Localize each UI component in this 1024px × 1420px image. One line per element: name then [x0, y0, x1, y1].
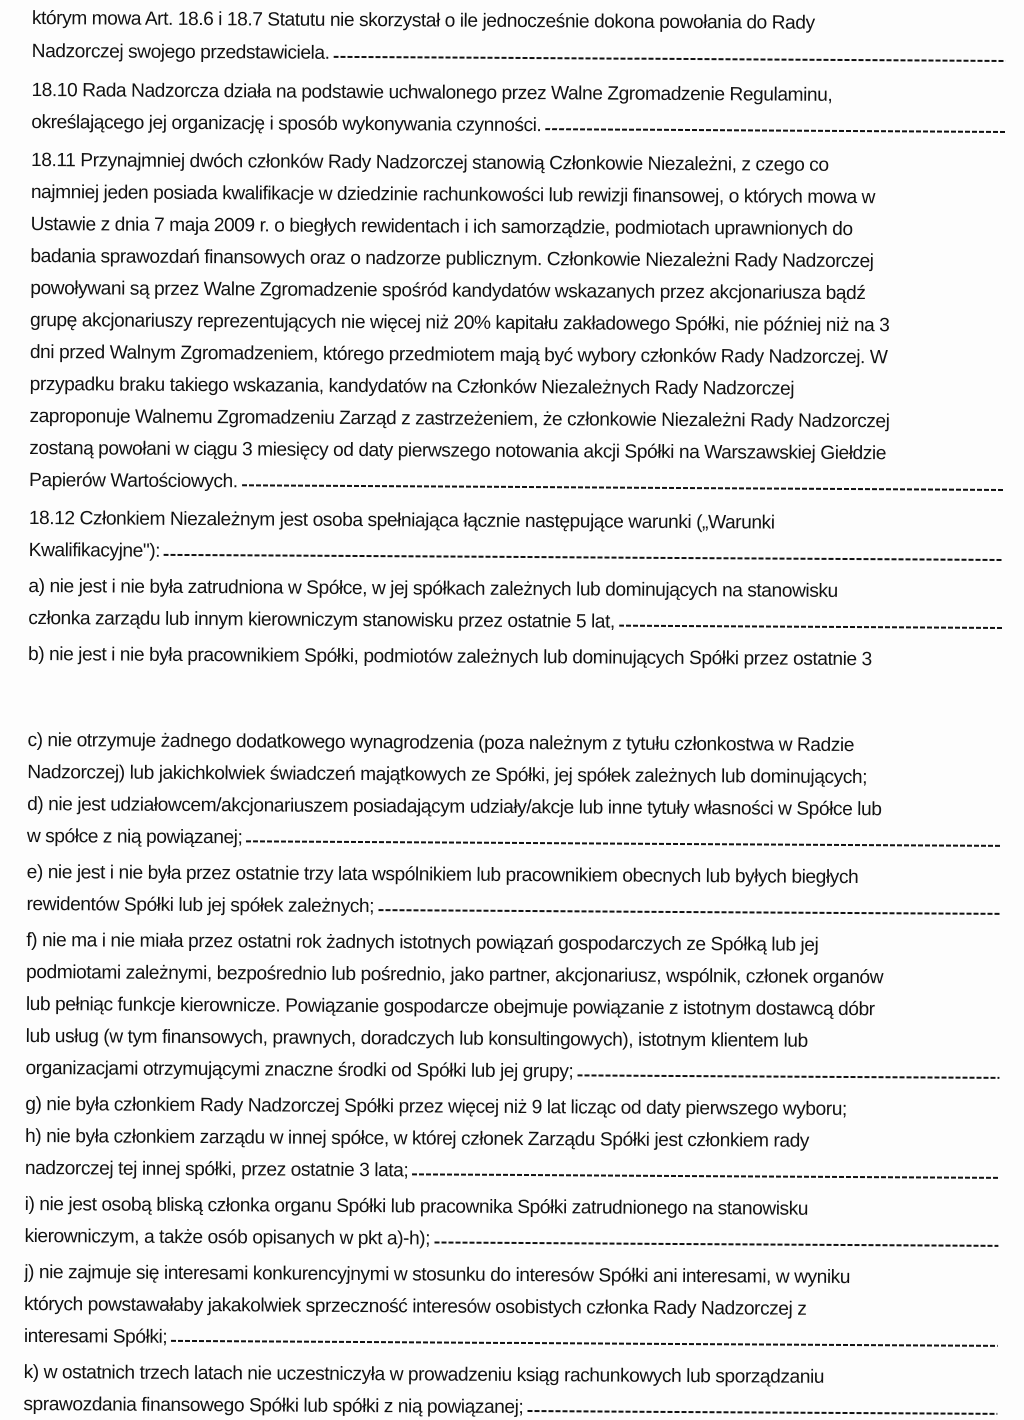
text-line	[29, 402, 1003, 438]
line-text: lub usług (w tym finansowych, prawnych, doradczych lub konsultingowych), istotnym klientem lub	[25, 1026, 808, 1053]
section-18-12-line: 18.12 Członkiem Niezależnym jest osoba spełniająca łącznie następujące warunki („Warunki	[28, 508, 775, 534]
text-line	[30, 242, 1004, 278]
text-line	[24, 1258, 998, 1294]
line-text: grupę akcjonariuszy reprezentujących nie więcej niż 20% kapitału zakładowego Spółki, nie później niż na 3	[30, 310, 890, 337]
line-text: dni przed Walnym Zgromadzeniem, którego przedmiotem mają być wybory członków Rady Nadzorczej. W	[29, 342, 888, 369]
text-line	[23, 1390, 997, 1420]
text-line	[26, 990, 1000, 1026]
text-line	[25, 1090, 999, 1126]
dash-leader	[434, 1241, 998, 1246]
line-text: najmniej jeden posiada kwalifikacje w dziedzinie rachunkowości lub rewizji finansowej, o których mowa w	[30, 182, 876, 209]
line-text: powoływani są przez Walne Zgromadzenie spośród kandydatów wskazanych przez akcjonariusza bądź	[30, 278, 866, 305]
line-text: lub pełniąc funkcje kierownicze. Powiązanie gospodarcze obejmuje powiązanie z istotnym dostawcą dóbr	[25, 994, 875, 1021]
line-text: Nadzorczej swojego przedstawiciela.	[31, 41, 330, 65]
text-line	[32, 37, 1006, 73]
text-line	[29, 466, 1003, 502]
line-text: kierowniczym, a także osób opisanych w pkt a)-h);	[24, 1226, 431, 1250]
item-f-line: f) nie ma i nie miała przez ostatni rok żadnych istotnych powiązań gospodarczych ze Spółką lub jej	[26, 930, 819, 957]
line-text: określającego jej organizację i sposób wykonywania czynności.	[31, 112, 542, 137]
section-18-11-line: 18.11 Przynajmniej dwóch członków Rady Nadzorczej stanowią Członkowie Niezależni, z czego co	[30, 150, 829, 177]
dash-leader	[412, 1173, 999, 1179]
text-line	[29, 504, 1003, 540]
text-line	[27, 822, 1001, 858]
text-line	[28, 572, 1002, 608]
item-h-line: h) nie była członkiem zarządu w innej spółce, w której członek Zarządu Spółki jest członkiem rady	[25, 1126, 810, 1153]
text-line	[30, 338, 1004, 374]
line-text: Kwalifikacyjne"):	[28, 540, 161, 563]
text-line	[31, 108, 1005, 144]
dash-leader	[619, 625, 1002, 629]
text-line	[30, 370, 1004, 406]
text-line	[26, 890, 1000, 926]
text-line	[27, 758, 1001, 794]
text-line	[24, 1322, 998, 1358]
text-line	[27, 858, 1001, 894]
text-line	[25, 1190, 999, 1226]
text-line	[27, 726, 1001, 762]
line-text: przypadku braku takiego wskazania, kandydatów na Członków Niezależnych Rady Nadzorczej	[29, 374, 795, 401]
line-text: podmiotami zależnymi, bezpośrednio lub pośrednio, jako partner, akcjonariusz, wspólnik, członek organów	[26, 962, 884, 989]
text-line	[26, 1022, 1000, 1058]
text-line	[30, 274, 1004, 310]
dash-leader	[527, 1410, 997, 1415]
item-i-line: i) nie jest osobą bliską członka organu Spółki lub pracownika Spółki zatrudnionego na stanowisku	[24, 1194, 809, 1221]
line-text: interesami Spółki;	[23, 1326, 168, 1349]
item-d-line: d) nie jest udziałowcem/akcjonariuszem posiadającym udziały/akcje lub inne tytuły własności w Spółce lub	[27, 794, 882, 821]
line-text: w spółce z nią powiązanej;	[26, 826, 243, 849]
text-line	[28, 604, 1002, 640]
item-c-line: c) nie otrzymuje żadnego dodatkowego wynagrodzenia (poza należnym z tytułu członkostwa w Radzie	[27, 730, 855, 757]
line-text: Nadzorczej) lub jakichkolwiek świadczeń majątkowych ze Spółki, jej spółek zależnych lub dominujących;	[27, 762, 868, 789]
dash-leader	[164, 554, 1003, 561]
item-b-line: b) nie jest i nie była pracownikiem Spółki, podmiotów zależnych lub dominujących Spółki przez ostatnie 3	[27, 644, 872, 671]
line-text: badania sprawozdań finansowych oraz o nadzorze publicznym. Członkowie Niezależni Rady Nadzorczej	[30, 246, 874, 273]
text-line	[31, 146, 1005, 182]
section-18-10-line: 18.10 Rada Nadzorcza działa na podstawie uchwalonego przez Walne Zgromadzenie Regulaminu,	[31, 80, 833, 107]
line-text: organizacjami otrzymującymi znaczne środki od Spółki lub jej grupy;	[25, 1058, 574, 1083]
item-j-line: j) nie zajmuje się interesami konkurencyjnymi w stosunku do interesów Spółki ani interesami, w wyniku	[24, 1262, 851, 1289]
text-line	[26, 926, 1000, 962]
item-e-line: e) nie jest i nie była przez ostatnie trzy lata wspólnikiem lub pracownikiem obecnych lub byłych biegłych	[26, 862, 859, 889]
text-line	[31, 210, 1005, 246]
line-text: rewidentów Spółki lub jej spółek zależnych;	[26, 894, 375, 918]
line-text: zaproponuje Walnemu Zgromadzeniu Zarząd z zastrzeżeniem, że członkowie Niezależni Rady Nadzorczej	[29, 406, 890, 433]
text-line	[25, 1154, 999, 1190]
text-line	[31, 178, 1005, 214]
text-line	[30, 306, 1004, 342]
line-text: którym mowa Art. 18.6 i 18.7 Statutu nie skorzystał o ile jednocześnie dokona powołania do Rady	[31, 8, 815, 35]
text-line	[25, 1122, 999, 1158]
dash-leader	[577, 1074, 999, 1079]
line-text: członka zarządu lub innym kierowniczym stanowisku przez ostatnie 5 lat,	[28, 608, 615, 633]
dash-leader	[333, 56, 1005, 62]
line-text: Ustawie z dnia 7 maja 2009 r. o biegłych rewidentach i ich samorządzie, podmiotach uprawnionych do	[30, 214, 853, 241]
line-text: zostaną powołani w ciągu 3 miesięcy od daty pierwszego notowania akcji Spółki na Warszawskiej Giełdzie	[29, 438, 887, 465]
text-line	[25, 1054, 999, 1090]
text-line	[24, 1358, 998, 1394]
dash-leader	[545, 128, 1005, 133]
text-line	[32, 4, 1006, 40]
text-line	[24, 1290, 998, 1326]
dash-leader	[378, 909, 1000, 915]
statute-text-block	[23, 4, 1014, 1419]
text-line	[29, 434, 1003, 470]
text-line	[26, 958, 1000, 994]
line-text: sprawozdania finansowego Spółki lub spółki z nią powiązanej;	[23, 1394, 524, 1419]
text-line	[28, 640, 1002, 676]
item-a-line: a) nie jest i nie była zatrudniona w Spółce, w jej spółkach zależnych lub dominujących na stanowisku	[28, 576, 838, 603]
text-line	[29, 536, 1003, 572]
text-line	[24, 1222, 998, 1258]
text-line	[27, 790, 1001, 826]
line-text: nadzorczej tej innej spółki, przez ostatnie 3 lata;	[24, 1158, 409, 1182]
dash-leader	[242, 484, 1003, 491]
item-k-line: k) w ostatnich trzech latach nie uczestniczyła w prowadzeniu ksiąg rachunkowych lub sporządzaniu	[23, 1362, 825, 1389]
dash-leader	[171, 1340, 998, 1347]
item-g-line: g) nie była członkiem Rady Nadzorczej Spółki przez więcej niż 9 lat licząc od daty pierwszego wyboru;	[25, 1094, 847, 1121]
line-text: których powstawałaby jakakolwiek sprzeczność interesów osobistych członka Rady Nadzorczej z	[23, 1294, 807, 1321]
line-text: Papierów Wartościowych.	[29, 470, 238, 493]
dash-leader	[246, 840, 1001, 847]
text-line	[31, 76, 1005, 112]
